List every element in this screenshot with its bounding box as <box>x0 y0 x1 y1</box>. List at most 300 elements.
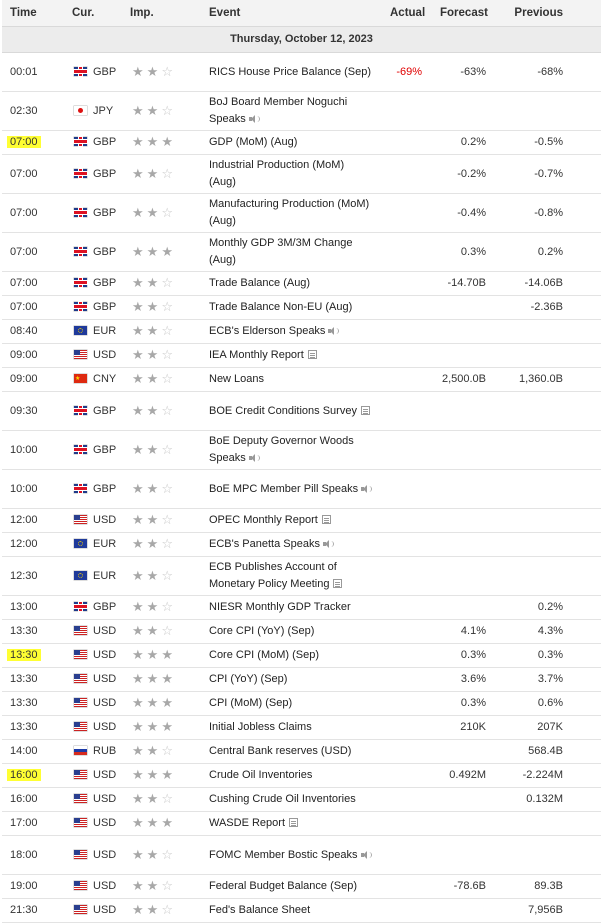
event-time-cell <box>2 692 64 716</box>
previous-value: -0.5% <box>494 131 601 155</box>
table-row[interactable] <box>2 368 601 392</box>
table-row[interactable] <box>2 431 601 470</box>
importance-cell <box>122 368 201 392</box>
event-time-cell <box>2 194 64 233</box>
forecast-value <box>432 392 494 431</box>
actual-value <box>382 788 432 812</box>
event-time: 21:30 <box>10 904 38 916</box>
event-time: 07:00 <box>10 301 38 313</box>
previous-value: -2.224M <box>494 764 601 788</box>
star-filled-icon: ★ <box>132 63 144 79</box>
star-empty-icon: ☆ <box>161 512 173 527</box>
star-empty-icon: ☆ <box>161 791 173 806</box>
event-name[interactable]: Central Bank reserves (USD) <box>209 745 352 757</box>
table-row[interactable] <box>2 533 601 557</box>
speaker-icon <box>361 851 370 859</box>
report-icon <box>289 818 298 827</box>
currency-cell <box>64 620 122 644</box>
currency-cell <box>64 788 122 812</box>
importance-cell <box>122 155 201 194</box>
event-time-cell <box>2 740 64 764</box>
event-cell[interactable] <box>201 692 382 716</box>
star-filled-icon: ★ <box>132 791 144 806</box>
previous-value: 0.132M <box>494 788 601 812</box>
speaker-icon <box>328 327 337 335</box>
event-cell[interactable] <box>201 557 382 596</box>
star-filled-icon: ★ <box>146 902 159 917</box>
event-cell[interactable] <box>201 899 382 923</box>
event-time-cell <box>2 509 64 533</box>
importance-cell <box>122 899 201 923</box>
actual-value <box>382 644 432 668</box>
event-name[interactable]: RICS House Price Balance (Sep) <box>209 65 372 78</box>
currency-code: USD <box>93 848 117 861</box>
forecast-value <box>432 596 494 620</box>
star-filled-icon: ★ <box>132 536 144 551</box>
event-time: 18:00 <box>10 848 38 861</box>
previous-value <box>494 836 601 875</box>
currency-code: USD <box>93 649 117 661</box>
gbp-flag-icon <box>74 247 87 256</box>
currency-code: GBP <box>93 601 117 613</box>
star-filled-icon: ★ <box>146 512 159 527</box>
previous-value: 0.2% <box>494 596 601 620</box>
star-filled-icon: ★ <box>132 719 144 734</box>
previous-value <box>494 344 601 368</box>
table-row[interactable] <box>2 470 601 509</box>
event-cell[interactable] <box>201 812 382 836</box>
previous-value: -0.8% <box>494 194 601 233</box>
table-row[interactable] <box>2 296 601 320</box>
event-time-cell <box>2 812 64 836</box>
importance-cell <box>122 668 201 692</box>
event-time-cell <box>2 320 64 344</box>
event-name[interactable]: ECB's Elderson Speaks <box>209 325 326 337</box>
currency-code: GBP <box>93 301 117 313</box>
star-filled-icon: ★ <box>146 599 159 614</box>
actual-value <box>382 692 432 716</box>
event-name[interactable]: ECB's Panetta Speaks <box>209 538 320 550</box>
currency-code: RUB <box>93 745 117 757</box>
forecast-value: -14.70B <box>432 272 494 296</box>
header-actual[interactable]: Actual <box>382 0 432 27</box>
actual-value <box>382 296 432 320</box>
event-name[interactable]: IEA Monthly Report <box>209 349 304 361</box>
table-row[interactable] <box>2 53 601 92</box>
currency-cell <box>64 740 122 764</box>
actual-value <box>382 875 432 899</box>
star-filled-icon: ★ <box>132 243 144 259</box>
currency-cell <box>64 233 122 272</box>
currency-code: GBP <box>93 277 117 289</box>
actual-value <box>382 344 432 368</box>
star-filled-icon: ★ <box>161 719 173 734</box>
event-name[interactable]: GDP (MoM) (Aug) <box>209 136 298 148</box>
previous-value: 4.3% <box>494 620 601 644</box>
star-empty-icon: ☆ <box>161 402 173 418</box>
event-time-cell <box>2 764 64 788</box>
currency-code: USD <box>93 673 117 685</box>
usd-flag-icon <box>74 698 87 707</box>
star-filled-icon: ★ <box>132 480 144 496</box>
currency-cell <box>64 53 122 92</box>
event-name[interactable]: New Loans <box>209 373 265 385</box>
table-header-row <box>2 0 601 27</box>
importance-cell <box>122 53 201 92</box>
importance-cell <box>122 431 201 470</box>
event-name[interactable]: Cushing Crude Oil Inventories <box>209 793 356 805</box>
event-time-cell <box>2 620 64 644</box>
star-filled-icon: ★ <box>146 299 159 314</box>
event-time: 10:00 <box>10 443 38 456</box>
actual-value <box>382 155 432 194</box>
star-filled-icon: ★ <box>132 275 144 290</box>
star-filled-icon: ★ <box>132 134 144 149</box>
event-cell[interactable] <box>201 320 382 344</box>
event-time: 07:00 <box>10 206 38 219</box>
event-name[interactable]: BoE MPC Member Pill Speaks <box>209 482 359 495</box>
event-time-cell <box>2 53 64 92</box>
event-time: 12:00 <box>10 538 38 550</box>
event-cell[interactable] <box>201 92 382 131</box>
actual-value <box>382 92 432 131</box>
star-filled-icon: ★ <box>146 165 159 181</box>
actual-value <box>382 131 432 155</box>
importance-cell <box>122 740 201 764</box>
star-filled-icon: ★ <box>132 102 144 118</box>
usd-flag-icon <box>74 674 87 683</box>
usd-flag-icon <box>74 881 87 890</box>
table-row[interactable] <box>2 740 601 764</box>
header-importance[interactable]: Imp. <box>122 0 201 27</box>
star-filled-icon: ★ <box>146 767 159 782</box>
event-cell[interactable] <box>201 740 382 764</box>
importance-cell <box>122 320 201 344</box>
previous-value: 89.3B <box>494 875 601 899</box>
eur-flag-icon <box>74 539 87 548</box>
event-cell[interactable] <box>201 272 382 296</box>
table-row[interactable] <box>2 344 601 368</box>
star-filled-icon: ★ <box>132 323 144 338</box>
star-filled-icon: ★ <box>146 743 159 758</box>
star-filled-icon: ★ <box>132 815 144 830</box>
event-time: 13:00 <box>10 601 38 613</box>
event-cell[interactable] <box>201 764 382 788</box>
table-row[interactable] <box>2 320 601 344</box>
event-time-cell <box>2 788 64 812</box>
currency-cell <box>64 296 122 320</box>
event-time-cell <box>2 470 64 509</box>
table-row[interactable] <box>2 716 601 740</box>
currency-cell <box>64 716 122 740</box>
table-row[interactable] <box>2 392 601 431</box>
importance-cell <box>122 470 201 509</box>
forecast-value: 0.492M <box>432 764 494 788</box>
forecast-value: -78.6B <box>432 875 494 899</box>
event-time-cell <box>2 836 64 875</box>
forecast-value: 4.1% <box>432 620 494 644</box>
forecast-value <box>432 509 494 533</box>
star-empty-icon: ☆ <box>161 165 173 181</box>
event-cell[interactable] <box>201 344 382 368</box>
table-row[interactable] <box>2 509 601 533</box>
currency-cell <box>64 764 122 788</box>
event-name[interactable]: Industrial Production (MoM) (Aug) <box>209 159 345 188</box>
currency-code: USD <box>93 880 117 892</box>
table-row[interactable] <box>2 764 601 788</box>
event-name[interactable]: Crude Oil Inventories <box>209 769 313 781</box>
table-row[interactable] <box>2 668 601 692</box>
gbp-flag-icon <box>74 602 87 611</box>
event-name[interactable]: CPI (YoY) (Sep) <box>209 673 288 685</box>
forecast-value <box>432 431 494 470</box>
star-filled-icon: ★ <box>132 902 144 917</box>
star-filled-icon: ★ <box>132 371 144 386</box>
currency-cell <box>64 392 122 431</box>
event-cell[interactable] <box>201 620 382 644</box>
star-filled-icon: ★ <box>146 275 159 290</box>
actual-value <box>382 470 432 509</box>
currency-cell <box>64 812 122 836</box>
event-name[interactable]: FOMC Member Bostic Speaks <box>209 848 358 861</box>
importance-cell <box>122 716 201 740</box>
event-name[interactable]: Core CPI (MoM) (Sep) <box>209 649 320 661</box>
table-row[interactable] <box>2 899 601 923</box>
day-label: Thursday, October 12, 2023 <box>2 27 601 53</box>
event-cell[interactable] <box>201 644 382 668</box>
table-row[interactable] <box>2 692 601 716</box>
usd-flag-icon <box>74 794 87 803</box>
currency-code: USD <box>93 817 117 829</box>
currency-cell <box>64 155 122 194</box>
usd-flag-icon <box>74 818 87 827</box>
actual-value <box>382 764 432 788</box>
event-time: 00:01 <box>10 65 38 78</box>
event-cell[interactable] <box>201 470 382 509</box>
currency-code: GBP <box>93 404 117 417</box>
previous-value: -2.36B <box>494 296 601 320</box>
event-name[interactable]: BoJ Board Member Noguchi Speaks <box>209 96 348 125</box>
event-cell[interactable] <box>201 875 382 899</box>
event-time-cell <box>2 716 64 740</box>
star-filled-icon: ★ <box>132 299 144 314</box>
currency-cell <box>64 344 122 368</box>
star-filled-icon: ★ <box>132 599 144 614</box>
currency-code: CNY <box>93 373 117 385</box>
star-filled-icon: ★ <box>132 347 144 362</box>
table-row[interactable] <box>2 272 601 296</box>
actual-value <box>382 431 432 470</box>
event-cell[interactable] <box>201 368 382 392</box>
star-filled-icon: ★ <box>146 623 159 638</box>
star-filled-icon: ★ <box>146 647 159 662</box>
jpy-flag-icon <box>74 106 87 115</box>
currency-cell <box>64 668 122 692</box>
event-name[interactable]: Initial Jobless Claims <box>209 721 312 733</box>
table-row[interactable] <box>2 155 601 194</box>
table-row[interactable] <box>2 233 601 272</box>
previous-value <box>494 533 601 557</box>
gbp-flag-icon <box>74 445 87 454</box>
event-cell[interactable] <box>201 533 382 557</box>
star-filled-icon: ★ <box>161 243 173 259</box>
forecast-value <box>432 470 494 509</box>
report-icon <box>333 579 342 588</box>
event-time-cell <box>2 344 64 368</box>
rub-flag-icon <box>74 746 87 755</box>
event-cell[interactable] <box>201 716 382 740</box>
previous-value: 0.3% <box>494 644 601 668</box>
table-row[interactable] <box>2 788 601 812</box>
usd-flag-icon <box>74 770 87 779</box>
event-name[interactable]: Monthly GDP 3M/3M Change (Aug) <box>209 237 353 266</box>
event-time: 07:00 <box>10 277 38 289</box>
event-time: 13:30 <box>10 625 38 637</box>
star-empty-icon: ☆ <box>161 480 173 496</box>
event-name[interactable]: BoE Deputy Governor Woods Speaks <box>209 435 354 464</box>
header-forecast[interactable]: Forecast <box>432 0 494 27</box>
event-time-cell <box>2 368 64 392</box>
event-name[interactable]: OPEC Monthly Report <box>209 514 318 526</box>
currency-code: EUR <box>93 569 117 582</box>
header-currency[interactable]: Cur. <box>64 0 122 27</box>
table-row[interactable] <box>2 836 601 875</box>
header-previous[interactable]: Previous <box>494 0 601 27</box>
star-empty-icon: ☆ <box>161 204 173 220</box>
actual-value <box>382 533 432 557</box>
event-cell[interactable] <box>201 155 382 194</box>
previous-value <box>494 812 601 836</box>
star-filled-icon: ★ <box>146 134 159 149</box>
table-row[interactable] <box>2 92 601 131</box>
report-icon <box>322 515 331 524</box>
table-row[interactable] <box>2 620 601 644</box>
event-name[interactable]: Fed's Balance Sheet <box>209 904 311 916</box>
importance-cell <box>122 836 201 875</box>
table-row[interactable] <box>2 131 601 155</box>
event-name[interactable]: Trade Balance Non-EU (Aug) <box>209 301 353 313</box>
event-name[interactable]: ECB Publishes Account of Monetary Policy Meeting <box>209 561 337 590</box>
event-cell[interactable] <box>201 53 382 92</box>
eur-flag-icon <box>74 326 87 335</box>
actual-value <box>382 509 432 533</box>
currency-cell <box>64 557 122 596</box>
report-icon <box>308 350 317 359</box>
event-name[interactable]: CPI (MoM) (Sep) <box>209 697 293 709</box>
event-cell[interactable] <box>201 431 382 470</box>
event-name[interactable]: WASDE Report <box>209 817 286 829</box>
forecast-value <box>432 344 494 368</box>
gbp-flag-icon <box>74 484 87 493</box>
table-row[interactable] <box>2 812 601 836</box>
star-empty-icon: ☆ <box>161 567 173 583</box>
star-empty-icon: ☆ <box>161 846 173 862</box>
currency-cell <box>64 194 122 233</box>
star-filled-icon: ★ <box>132 165 144 181</box>
star-filled-icon: ★ <box>146 695 159 710</box>
economic-calendar-table <box>2 0 601 923</box>
event-name[interactable]: Federal Budget Balance (Sep) <box>209 880 357 892</box>
table-row[interactable] <box>2 644 601 668</box>
event-cell[interactable] <box>201 296 382 320</box>
event-cell[interactable] <box>201 509 382 533</box>
event-cell[interactable] <box>201 233 382 272</box>
actual-value <box>382 320 432 344</box>
star-filled-icon: ★ <box>132 743 144 758</box>
event-cell[interactable] <box>201 392 382 431</box>
actual-value <box>382 668 432 692</box>
usd-flag-icon <box>74 626 87 635</box>
currency-cell <box>64 899 122 923</box>
event-cell[interactable] <box>201 596 382 620</box>
table-row[interactable] <box>2 596 601 620</box>
gbp-flag-icon <box>74 67 87 76</box>
importance-cell <box>122 788 201 812</box>
header-time[interactable]: Time <box>2 0 64 27</box>
event-cell[interactable] <box>201 788 382 812</box>
currency-code: GBP <box>93 167 117 180</box>
actual-value <box>382 392 432 431</box>
star-filled-icon: ★ <box>132 512 144 527</box>
event-time: 09:00 <box>10 373 38 385</box>
star-filled-icon: ★ <box>132 846 144 862</box>
event-cell[interactable] <box>201 194 382 233</box>
event-name[interactable]: NIESR Monthly GDP Tracker <box>209 601 351 613</box>
event-name[interactable]: Trade Balance (Aug) <box>209 277 311 289</box>
currency-code: GBP <box>93 443 117 456</box>
actual-value <box>382 233 432 272</box>
actual-value: -69% <box>382 53 432 92</box>
event-name[interactable]: BOE Credit Conditions Survey <box>209 404 357 417</box>
star-filled-icon: ★ <box>146 323 159 338</box>
previous-value: 568.4B <box>494 740 601 764</box>
star-filled-icon: ★ <box>146 791 159 806</box>
star-empty-icon: ☆ <box>161 536 173 551</box>
forecast-value <box>432 320 494 344</box>
event-cell[interactable] <box>201 836 382 875</box>
speaker-icon <box>249 115 258 123</box>
actual-value <box>382 596 432 620</box>
table-row[interactable] <box>2 557 601 596</box>
currency-code: GBP <box>93 206 117 219</box>
star-filled-icon: ★ <box>132 204 144 220</box>
event-time-cell <box>2 155 64 194</box>
star-filled-icon: ★ <box>161 815 173 830</box>
currency-cell <box>64 596 122 620</box>
event-name[interactable]: Manufacturing Production (MoM) (Aug) <box>209 198 370 227</box>
cny-flag-icon <box>74 374 87 383</box>
event-cell[interactable] <box>201 668 382 692</box>
event-cell[interactable] <box>201 131 382 155</box>
previous-value: 207K <box>494 716 601 740</box>
star-filled-icon: ★ <box>146 878 159 893</box>
actual-value <box>382 716 432 740</box>
event-time-highlighted: 13:30 <box>7 649 41 661</box>
currency-code: USD <box>93 769 117 781</box>
forecast-value <box>432 296 494 320</box>
usd-flag-icon <box>74 905 87 914</box>
event-name[interactable]: Core CPI (YoY) (Sep) <box>209 625 315 637</box>
star-empty-icon: ☆ <box>161 743 173 758</box>
table-row[interactable] <box>2 875 601 899</box>
star-empty-icon: ☆ <box>161 275 173 290</box>
table-row[interactable] <box>2 194 601 233</box>
forecast-value <box>432 92 494 131</box>
header-event[interactable]: Event <box>201 0 382 27</box>
previous-value: 1,360.0B <box>494 368 601 392</box>
importance-cell <box>122 644 201 668</box>
event-time: 12:30 <box>10 569 38 582</box>
